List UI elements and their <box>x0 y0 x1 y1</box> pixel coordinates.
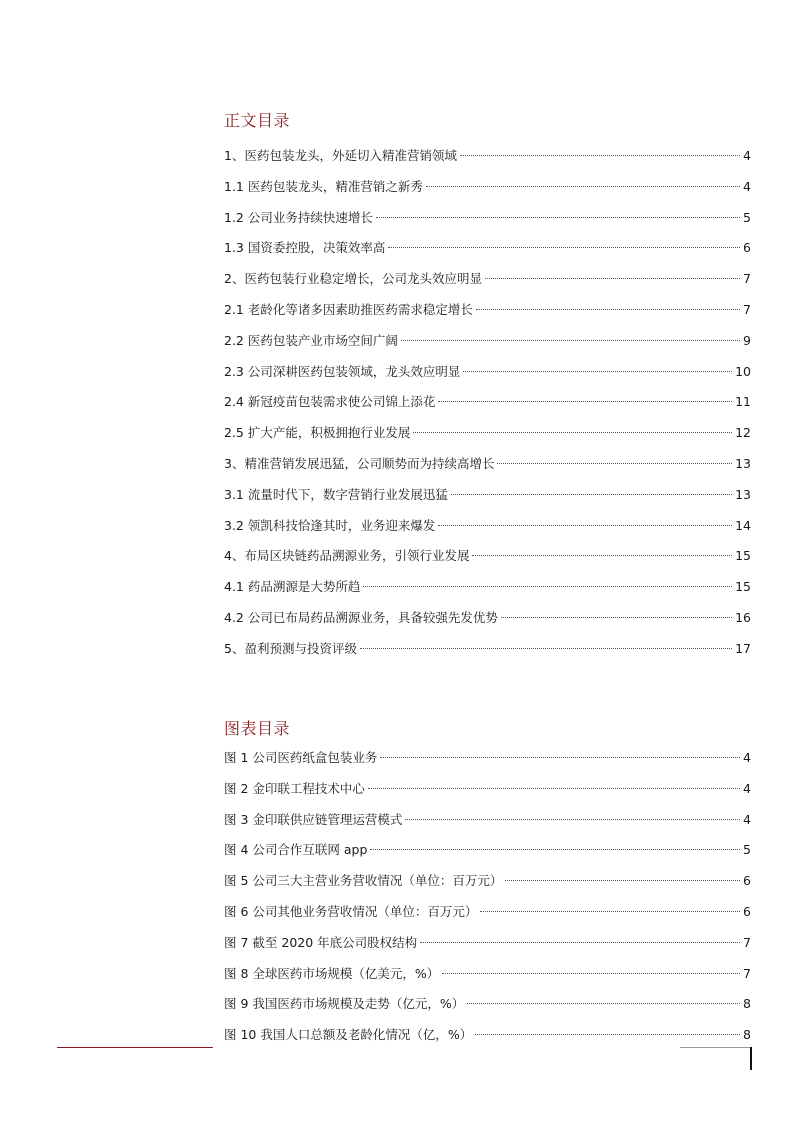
dot-leader <box>475 1034 740 1035</box>
toc-entry-label: 1.2 公司业务持续快速增长 <box>224 209 373 225</box>
dot-leader <box>420 942 740 943</box>
toc-entry-page-number: 12 <box>735 425 751 441</box>
toc-entry-page-number: 15 <box>735 548 751 564</box>
dot-leader <box>438 525 732 526</box>
figure-entry-label: 图 2 金印联工程技术中心 <box>224 780 365 796</box>
toc-entry-label: 3.1 流量时代下，数字营销行业发展迅猛 <box>224 486 448 502</box>
figure-entry-label: 图 10 我国人口总额及老龄化情况（亿，%） <box>224 1027 473 1043</box>
toc-entry-page-number: 13 <box>735 486 751 502</box>
figure-entry-page-number: 7 <box>743 934 751 950</box>
toc-entry[interactable] <box>224 208 751 239</box>
dot-leader <box>460 155 740 156</box>
figure-list <box>224 748 751 1056</box>
toc-heading: 正文目录 <box>224 111 291 130</box>
toc-entry-page-number: 13 <box>735 455 751 471</box>
dot-leader <box>368 788 740 789</box>
toc-entry[interactable] <box>224 177 751 208</box>
dot-leader <box>472 555 732 556</box>
figure-entry-page-number: 5 <box>743 842 751 858</box>
figure-entry-label: 图 1 公司医药纸盒包装业务 <box>224 750 378 765</box>
footer-page-marker <box>750 1047 752 1070</box>
dot-leader <box>497 463 732 464</box>
dot-leader <box>501 617 732 618</box>
dot-leader <box>426 186 740 187</box>
figure-entry-label: 图 7 截至 2020 年底公司股权结构 <box>224 934 418 950</box>
dot-leader <box>476 309 740 310</box>
figure-entry[interactable] <box>224 994 751 1025</box>
toc-entry-label: 5、盈利预测与投资评级 <box>224 640 357 656</box>
footer-divider-right <box>680 1047 750 1048</box>
figure-entry-label: 图 9 我国医药市场规模及走势（亿元，%） <box>224 996 465 1012</box>
toc-entry-label: 4、布局区块链药品溯源业务，引领行业发展 <box>224 548 470 564</box>
figure-entry[interactable] <box>224 748 751 779</box>
toc-entry-label: 1、医药包装龙头，外延切入精准营销领域 <box>224 148 457 163</box>
figure-entry[interactable] <box>224 810 751 841</box>
figure-entry[interactable] <box>224 1025 751 1056</box>
dot-leader <box>376 217 740 218</box>
toc-entry[interactable] <box>224 485 751 516</box>
toc-entry-page-number: 4 <box>743 148 751 163</box>
dot-leader <box>438 401 732 402</box>
dot-leader <box>467 1003 740 1004</box>
dot-leader <box>413 432 732 433</box>
toc-entry-page-number: 14 <box>735 517 751 533</box>
figure-entry-page-number: 8 <box>743 996 751 1012</box>
toc-entry-page-number: 7 <box>743 301 751 317</box>
toc-entry-page-number: 4 <box>743 178 751 194</box>
toc-entry[interactable] <box>224 516 751 547</box>
figure-entry-label: 图 3 金印联供应链管理运营模式 <box>224 811 403 827</box>
toc-entry-label: 2.1 老龄化等诸多因素助推医药需求稳定增长 <box>224 301 473 317</box>
dot-leader <box>405 819 740 820</box>
toc-entry-label: 2.2 医药包装产业市场空间广阔 <box>224 332 398 348</box>
toc-entry[interactable] <box>224 454 751 485</box>
toc-entry[interactable] <box>224 238 751 269</box>
toc-entry-label: 1.1 医药包装龙头，精准营销之新秀 <box>224 178 423 194</box>
toc-entry[interactable] <box>224 546 751 577</box>
dot-leader <box>480 911 740 912</box>
toc-entry-label: 2.4 新冠疫苗包装需求使公司锦上添花 <box>224 394 436 410</box>
figure-entry-page-number: 6 <box>743 903 751 919</box>
toc-entry-label: 1.3 国资委控股，决策效率高 <box>224 240 386 256</box>
dot-leader <box>388 247 740 248</box>
dot-leader <box>360 648 732 649</box>
toc-entry-page-number: 15 <box>735 579 751 595</box>
figure-entry[interactable] <box>224 902 751 933</box>
toc-entry[interactable] <box>224 392 751 423</box>
figure-entry-page-number: 8 <box>743 1027 751 1043</box>
dot-leader <box>363 586 732 587</box>
dot-leader <box>401 340 740 341</box>
toc-entry[interactable] <box>224 423 751 454</box>
toc-entry-label: 4.1 药品溯源是大势所趋 <box>224 579 361 595</box>
toc-entry[interactable] <box>224 146 751 177</box>
toc-entry[interactable] <box>224 300 751 331</box>
figure-entry[interactable] <box>224 779 751 810</box>
toc-entry[interactable] <box>224 639 751 670</box>
toc-entry-page-number: 17 <box>735 640 751 656</box>
toc-entry-page-number: 11 <box>735 394 751 410</box>
figure-entry[interactable] <box>224 933 751 964</box>
toc-entry-label: 3、精准营销发展迅猛，公司顺势而为持续高增长 <box>224 455 495 471</box>
figure-entry[interactable] <box>224 871 751 902</box>
toc-entry[interactable] <box>224 362 751 393</box>
toc-entry-page-number: 5 <box>743 209 751 225</box>
toc-entry-label: 3.2 领凯科技恰逢其时，业务迎来爆发 <box>224 517 436 533</box>
toc-entry-label: 2.3 公司深耕医药包装领域，龙头效应明显 <box>224 363 461 379</box>
toc-entry-page-number: 7 <box>743 271 751 287</box>
toc-entry-page-number: 9 <box>743 332 751 348</box>
dot-leader <box>463 371 732 372</box>
figure-entry-label: 图 5 公司三大主营业务营收情况（单位：百万元） <box>224 873 503 889</box>
figure-entry-label: 图 6 公司其他业务营收情况（单位：百万元） <box>224 903 478 919</box>
dot-leader <box>505 880 740 881</box>
figure-entry-page-number: 4 <box>743 811 751 827</box>
figure-list-heading: 图表目录 <box>224 719 291 738</box>
figure-entry-page-number: 6 <box>743 873 751 889</box>
dot-leader <box>380 757 740 758</box>
dot-leader <box>451 494 732 495</box>
figure-entry-page-number: 7 <box>743 965 751 981</box>
toc-entry[interactable] <box>224 608 751 639</box>
toc-list <box>224 146 751 670</box>
dot-leader <box>442 973 740 974</box>
toc-entry-label: 2.5 扩大产能，积极拥抱行业发展 <box>224 425 411 441</box>
toc-entry[interactable] <box>224 269 751 300</box>
toc-entry-label: 2、医药包装行业稳定增长，公司龙头效应明显 <box>224 271 482 287</box>
toc-entry-label: 4.2 公司已布局药品溯源业务，具备较强先发优势 <box>224 609 498 625</box>
figure-entry[interactable] <box>224 840 751 871</box>
footer-divider-left <box>57 1047 213 1048</box>
toc-entry[interactable] <box>224 331 751 362</box>
figure-entry-label: 图 4 公司合作互联网 app <box>224 842 368 858</box>
toc-entry[interactable] <box>224 577 751 608</box>
figure-entry-label: 图 8 全球医药市场规模（亿美元，%） <box>224 965 440 981</box>
dot-leader <box>485 278 740 279</box>
toc-entry-page-number: 6 <box>743 240 751 256</box>
figure-entry[interactable] <box>224 964 751 995</box>
dot-leader <box>370 849 740 850</box>
toc-entry-page-number: 16 <box>735 609 751 625</box>
toc-entry-page-number: 10 <box>735 363 751 379</box>
figure-entry-page-number: 4 <box>743 780 751 796</box>
figure-entry-page-number: 4 <box>743 750 751 765</box>
